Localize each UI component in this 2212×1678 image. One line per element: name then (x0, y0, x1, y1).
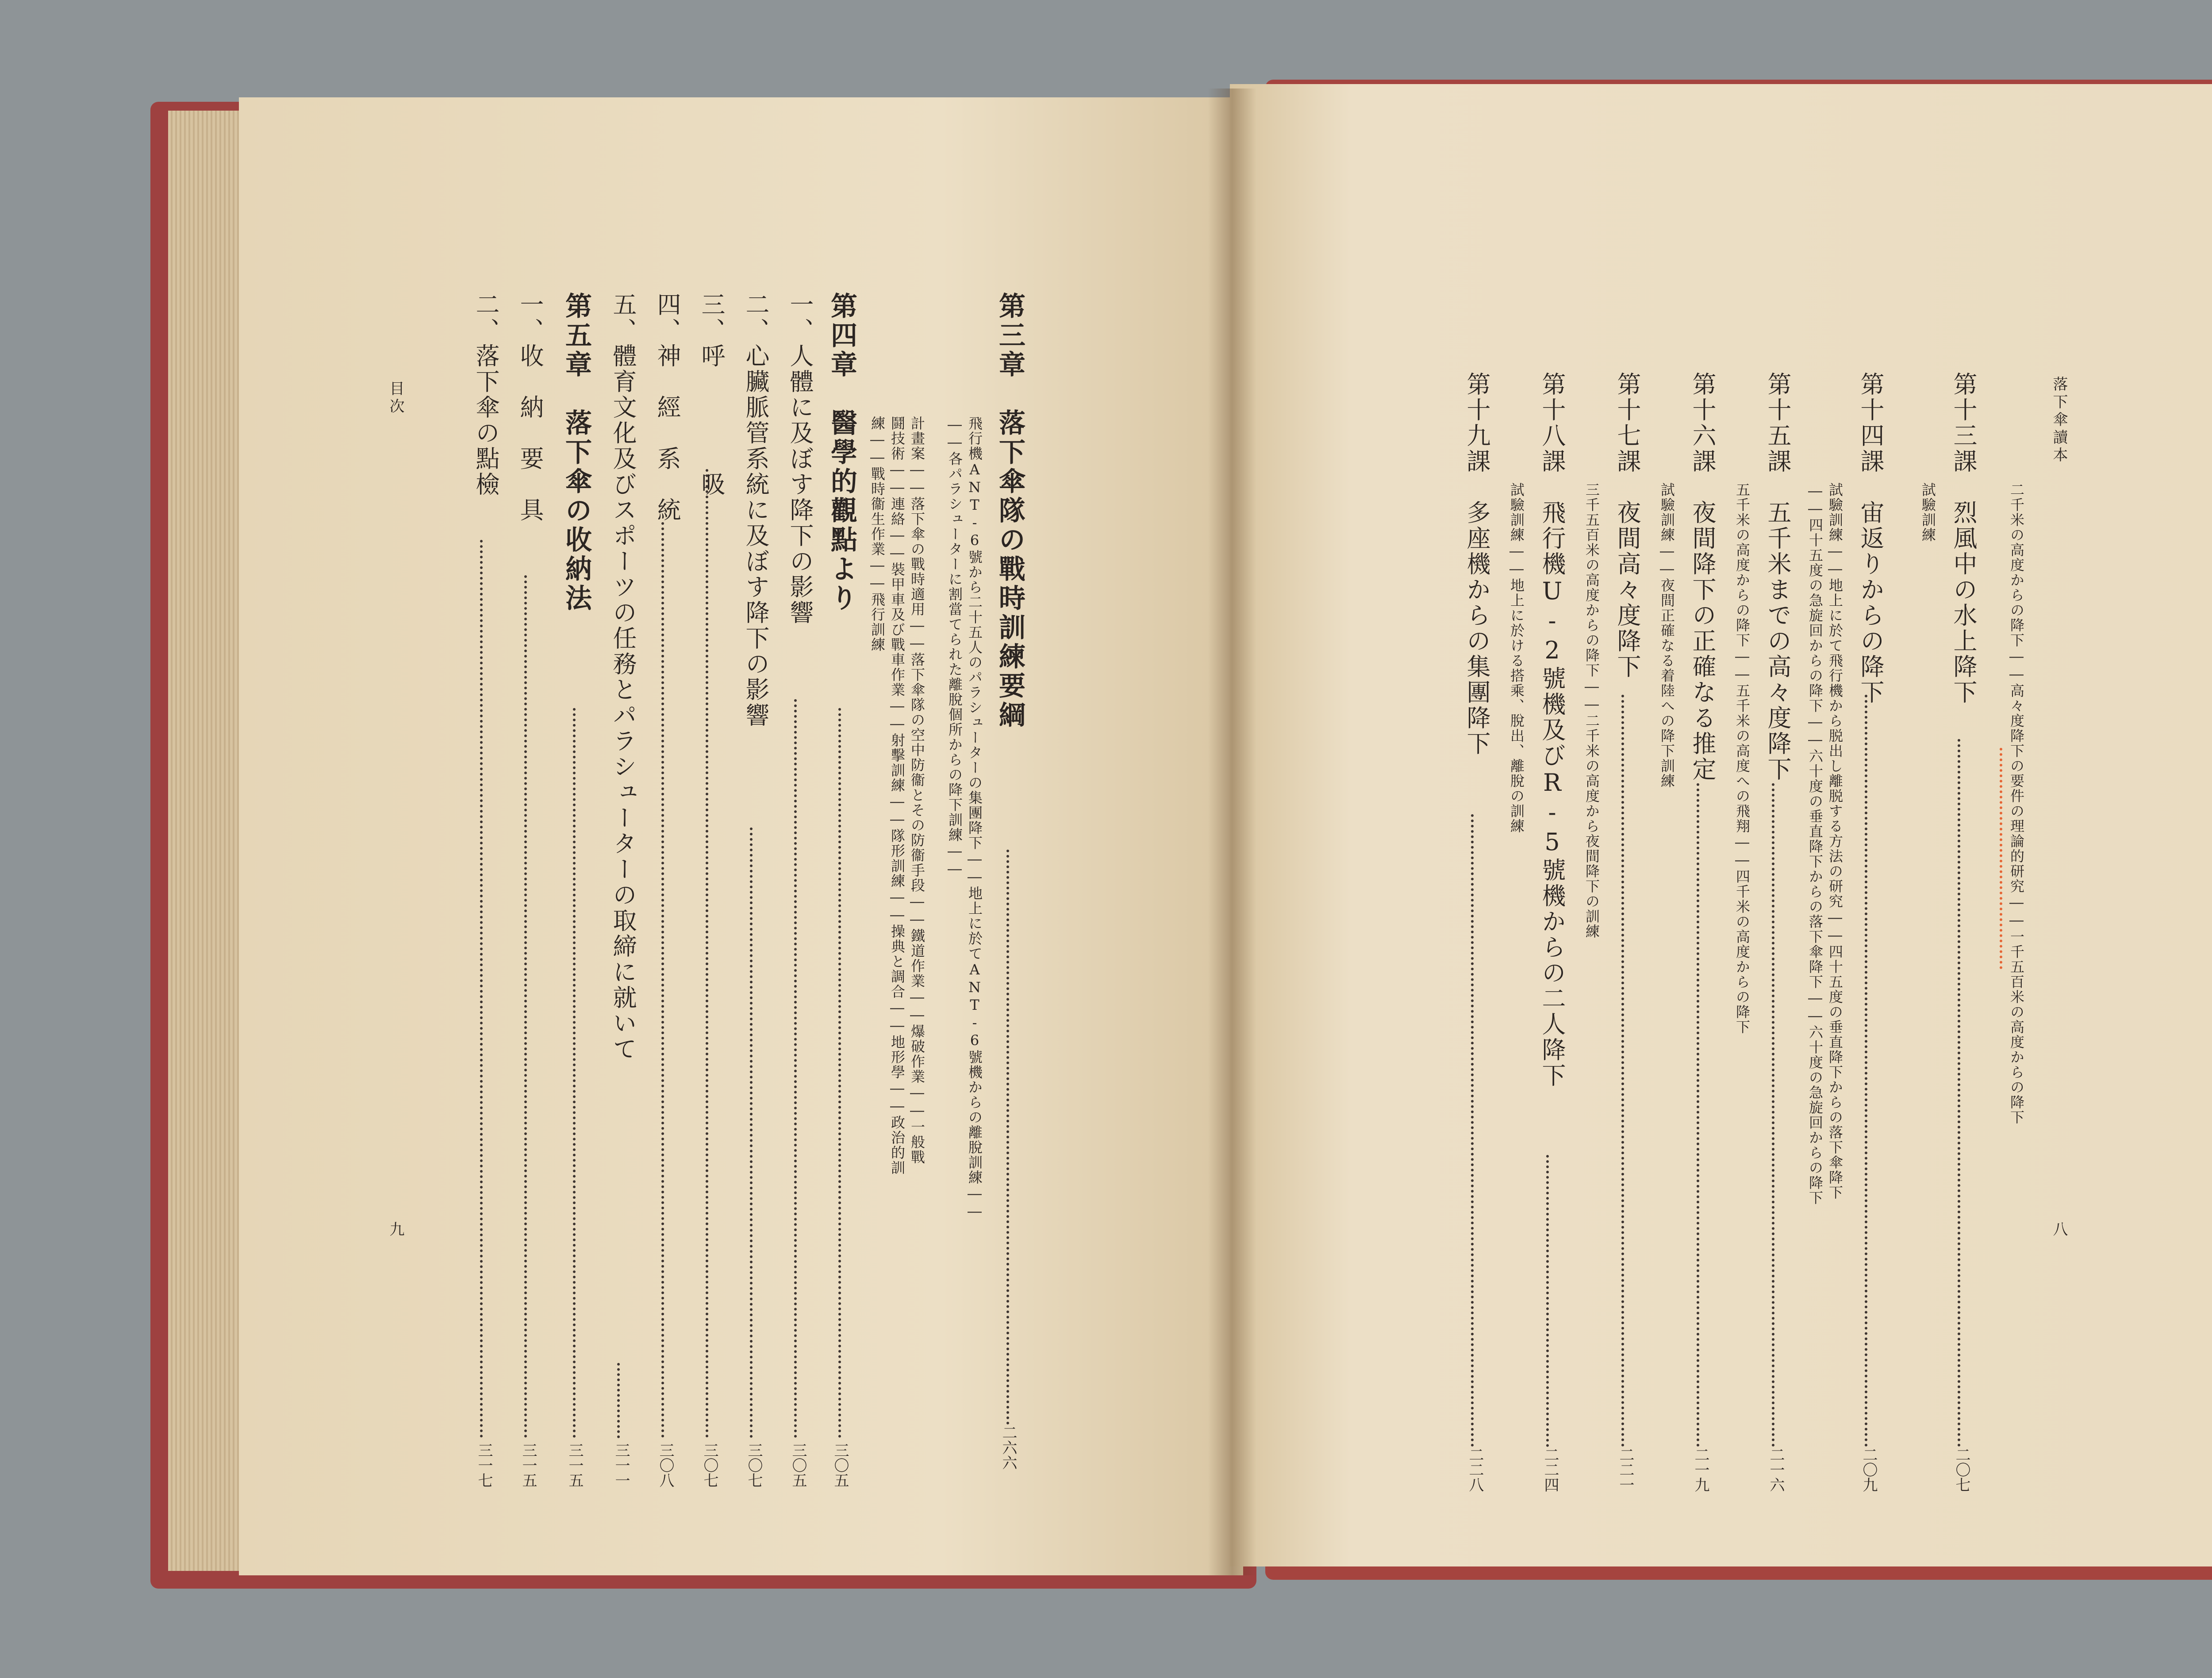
lesson-19-dots (1471, 814, 1474, 1447)
chapter3-sub-2: ――各パラシューターに割當てられた離脫個所からの降下訓練―― (946, 416, 963, 878)
lesson-19-page: 二二八 (1466, 1447, 1484, 1492)
chapter4-item-2: 二、心臟脈管系統に及ぼす降下の影響 (742, 292, 770, 728)
chapter3-title: 第三章 落下傘隊の戰時訓練要綱 (995, 292, 1025, 730)
chapter4-item-3: 三、呼 吸 (698, 292, 726, 497)
chapter5-item-1-page: 三一五 (519, 1443, 537, 1488)
chapter4-dots (838, 708, 841, 1438)
lesson-14-page: 二〇九 (1860, 1447, 1878, 1492)
lesson-13-title: 第十三課 烈風中の水上降下 (1950, 372, 1978, 705)
lesson-17-dots (1621, 695, 1624, 1447)
chapter4-item-4-page: 三〇八 (657, 1443, 674, 1488)
chapter5-item-2: 二、落下傘の點檢 (472, 292, 500, 497)
lesson-13-sub-2: 試驗訓練 (1920, 482, 1936, 543)
right-page (1230, 84, 2212, 1566)
left-page-number: 九 (387, 1221, 404, 1236)
chapter4-item-4-dots (661, 522, 664, 1438)
chapter3-plan-3: 練――戰時衞生作業――飛行訓練 (869, 416, 886, 652)
lesson-13-page: 二〇七 (1953, 1447, 1970, 1492)
lesson-14-sub-2: ――四十五度の急旋回からの降下――六十度の垂直降下からの落下傘降下――六十度の急旋回からの降下 (1807, 482, 1824, 1205)
lesson-13-sub-1: 二千米の高度からの降下――高々度降下の要件の理論的研究――一千五百米の高度からの降下 (2008, 482, 2025, 1125)
chapter4-item-5: 五、體育文化及びスポーツの任務とパラシューターの取締に就いて (609, 292, 637, 1062)
lesson-13-accent-mark (2000, 748, 2002, 969)
chapter3-plan-1: 計畫案――落下傘の戰時適用――落下傘隊の空中防衞とその防衞手段――鐵道作業――爆破作業――一般戰 (909, 416, 926, 1165)
lesson-17-title: 第十七課 夜間高々度降下 (1613, 372, 1641, 680)
lesson-17-sub-1: 三千五百米の高度からの降下――二千米の高度から夜間降下の訓練 (1583, 482, 1600, 939)
chapter4-item-2-dots (750, 827, 753, 1438)
chapter3-page: 二六六 (999, 1425, 1017, 1470)
chapter4-item-3-page: 三〇七 (701, 1443, 718, 1488)
chapter5-title: 第五章 落下傘の收納法 (561, 292, 592, 613)
chapter5-item-1: 一、收 納 要 具 (516, 292, 544, 523)
lesson-18-dots (1546, 1155, 1549, 1447)
lesson-16-page: 二一九 (1692, 1447, 1709, 1492)
chapter4-item-1-dots (794, 699, 797, 1438)
lesson-16-dots (1697, 783, 1699, 1447)
running-head: 落下傘讀本 (2050, 376, 2068, 465)
chapter5-page: 三一五 (566, 1443, 584, 1488)
lesson-16-title: 第十六課 夜間降下の正確なる推定 (1689, 372, 1717, 782)
chapter4-item-4: 四、神 經 系 統 (653, 292, 681, 523)
chapter4-item-1-page: 三〇五 (789, 1443, 807, 1488)
chapter4-item-5-dots (617, 1363, 620, 1438)
lesson-15-dots (1772, 783, 1774, 1447)
chapter5-dots (573, 708, 576, 1438)
chapter4-title: 第四章 醫學的觀點より (826, 292, 857, 613)
lesson-15-title: 第十五課 五千米までの高々度降下 (1764, 372, 1792, 782)
toc-label: 目次 (387, 381, 404, 416)
chapter4-item-2-page: 三〇七 (745, 1443, 763, 1488)
lesson-14-dots (1865, 695, 1867, 1447)
chapter4-item-1: 一、人體に及ぼす降下の影響 (786, 292, 814, 626)
chapter3-dots (1006, 850, 1009, 1425)
lesson-18-page: 二二四 (1541, 1447, 1559, 1492)
lesson-19-title: 第十九課 多座機からの集團降下 (1463, 372, 1491, 757)
lesson-18-title: 第十八課 飛行機U-2號機及びR-5號機からの二人降下 (1538, 372, 1566, 1089)
book-gutter (1208, 89, 1256, 1575)
chapter4-item-5-page: 三一一 (612, 1443, 630, 1488)
chapter3-sub-1: 飛行機ANT-6號から二十五人のパラシューターの集團降下――地上に於てANT-6號機からの離脫訓練―― (966, 416, 983, 1220)
lesson-17-page: 二二一 (1617, 1447, 1634, 1492)
chapter5-item-2-dots (480, 540, 483, 1438)
chapter5-item-2-page: 三一七 (475, 1443, 493, 1488)
chapter4-page: 三〇五 (831, 1443, 849, 1488)
lesson-18-sub-1: 試驗訓練――地上に於ける搭乘、脫出、離脫の訓練 (1508, 482, 1525, 834)
lesson-15-sub-1: 五千米の高度からの降下――五千米の高度への飛翔――四千米の高度からの降下 (1734, 482, 1751, 1035)
lesson-15-page: 二一六 (1767, 1447, 1785, 1492)
page-block-left (168, 111, 243, 1571)
left-page (239, 97, 1243, 1575)
lesson-14-sub-1: 試驗訓練――地上に於て飛行機から脱出し離脱する方法の研究――四十五度の垂直降下からの落下傘降下 (1827, 482, 1843, 1200)
lesson-13-dots (1958, 739, 1960, 1447)
chapter4-item-3-dots (706, 469, 708, 1438)
right-page-number: 八 (2050, 1221, 2068, 1236)
lesson-16-sub-1: 試驗訓練――夜間正確なる着陸への降下訓練 (1659, 482, 1675, 789)
chapter5-item-1-dots (524, 575, 527, 1438)
lesson-14-title: 第十四課 宙返りからの降下 (1857, 372, 1885, 705)
chapter3-plan-2: 鬪技術――連絡――裝甲車及び戰車作業――射擊訓練――隊形訓練――操典と調合――地形學――政治的訓 (889, 416, 906, 1175)
